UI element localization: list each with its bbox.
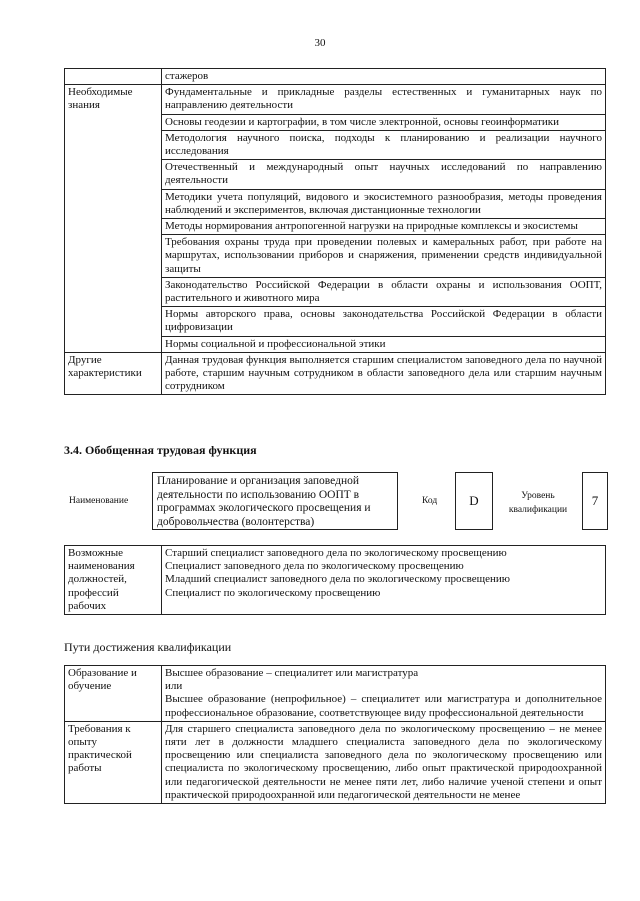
section-heading: 3.4. Обобщенная трудовая функция (64, 443, 257, 457)
row-text (162, 666, 606, 722)
qualification-heading: Пути достижения квалификации (64, 640, 232, 654)
position-item: Специалист по экологическому просвещению (165, 586, 381, 599)
row-text: Методы нормирования антропогенной нагрузки на природные комплексы и экосистемы (162, 219, 606, 235)
page-number: 30 (314, 37, 326, 49)
position-item: Младший специалист заповедного дела по экологическому просвещению (165, 573, 511, 586)
table-row (65, 666, 606, 722)
row-label: Другие характеристики (65, 352, 162, 395)
positions-list (162, 546, 606, 615)
level-label-line: Уровень (521, 491, 555, 501)
code-value: D (455, 472, 493, 530)
table-row (65, 85, 606, 114)
knowledge-table (64, 68, 606, 395)
level-label (498, 489, 578, 517)
row-text (162, 721, 606, 803)
function-name: Планирование и организация заповедной деятельности по использованию ООПТ в программах экологического просвещения и добровольчества (волонтерства) (152, 472, 398, 530)
row-text: Требования охраны труда при проведении полевых и камеральных работ, при работе на маршрутах, использовании приборов и снаряжения, применении средств индивидуальной защиты (162, 235, 606, 278)
row-label: Образование и обучение (65, 666, 162, 722)
row-text: Данная трудовая функция выполняется старшим специалистом заповедного дела по научной работе, старшим научным сотрудником в области заповедного дела или старшим научным сотрудником (162, 352, 606, 395)
row-label: Необходимые знания (65, 85, 162, 353)
row-text: Методики учета популяций, видового и экосистемного разнообразия, методы проведения наблюдений и экспериментов, включая дистанционные технологии (162, 189, 606, 218)
level-label-line: квалификации (508, 505, 568, 515)
text-line: Высшее образование (непрофильное) – специалитет или магистратура и дополнительное профессиональное образование, соответствующее виду профессиональной деятельности (165, 693, 602, 719)
position-item: Старший специалист заповедного дела по экологическому просвещению (165, 547, 507, 559)
row-label: Требования к опыту практической работы (65, 721, 162, 803)
row-text: Фундаментальные и прикладные разделы естественных и гуманитарных наук по направлению деятельности (162, 85, 606, 114)
text-line: Высшее образование – специалитет или магистратура (165, 667, 419, 679)
table-row (65, 352, 606, 395)
position-item: Специалист заповедного дела по экологическому просвещению (165, 560, 464, 573)
row-label (65, 69, 162, 85)
text-line: или (165, 680, 183, 693)
text-line: Для старшего специалиста заповедного дела по экологическому просвещению – не менее пяти лет в должности младшего специалиста заповедного дела по экологическому просвещению или специалиста заповедного дела по экологическому просвещению или специалиста по экологическому просвещению, либо опыт практической природоохранной или педагогической деятельности не менее пяти лет, либо наличие ученой степени и опыт практической природоохранной или педагогической деятельности не менее (165, 722, 602, 801)
name-label: Наименование (69, 496, 129, 506)
level-value: 7 (582, 472, 608, 530)
table-row (65, 546, 606, 615)
positions-label: Возможные наименования должностей, профессий рабочих (65, 546, 162, 615)
row-text: Основы геодезии и картографии, в том числе электронной, основы геоинформатики (162, 114, 606, 130)
row-text: Нормы социальной и профессиональной этики (162, 336, 606, 352)
positions-table (64, 545, 606, 615)
qualification-table (64, 665, 606, 804)
table-row (65, 69, 606, 85)
row-text: Методология научного поиска, подходы к планированию и реализации научного исследования (162, 130, 606, 159)
row-text: Отечественный и международный опыт научных исследований по направлению деятельности (162, 160, 606, 189)
table-row (65, 721, 606, 803)
row-text: Нормы авторского права, основы законодательства Российской Федерации в области цифровизации (162, 307, 606, 336)
row-text: стажеров (162, 69, 606, 85)
row-text: Законодательство Российской Федерации в области охраны и использования ООПТ, растительного и животного мира (162, 277, 606, 306)
code-label: Код (422, 496, 438, 506)
